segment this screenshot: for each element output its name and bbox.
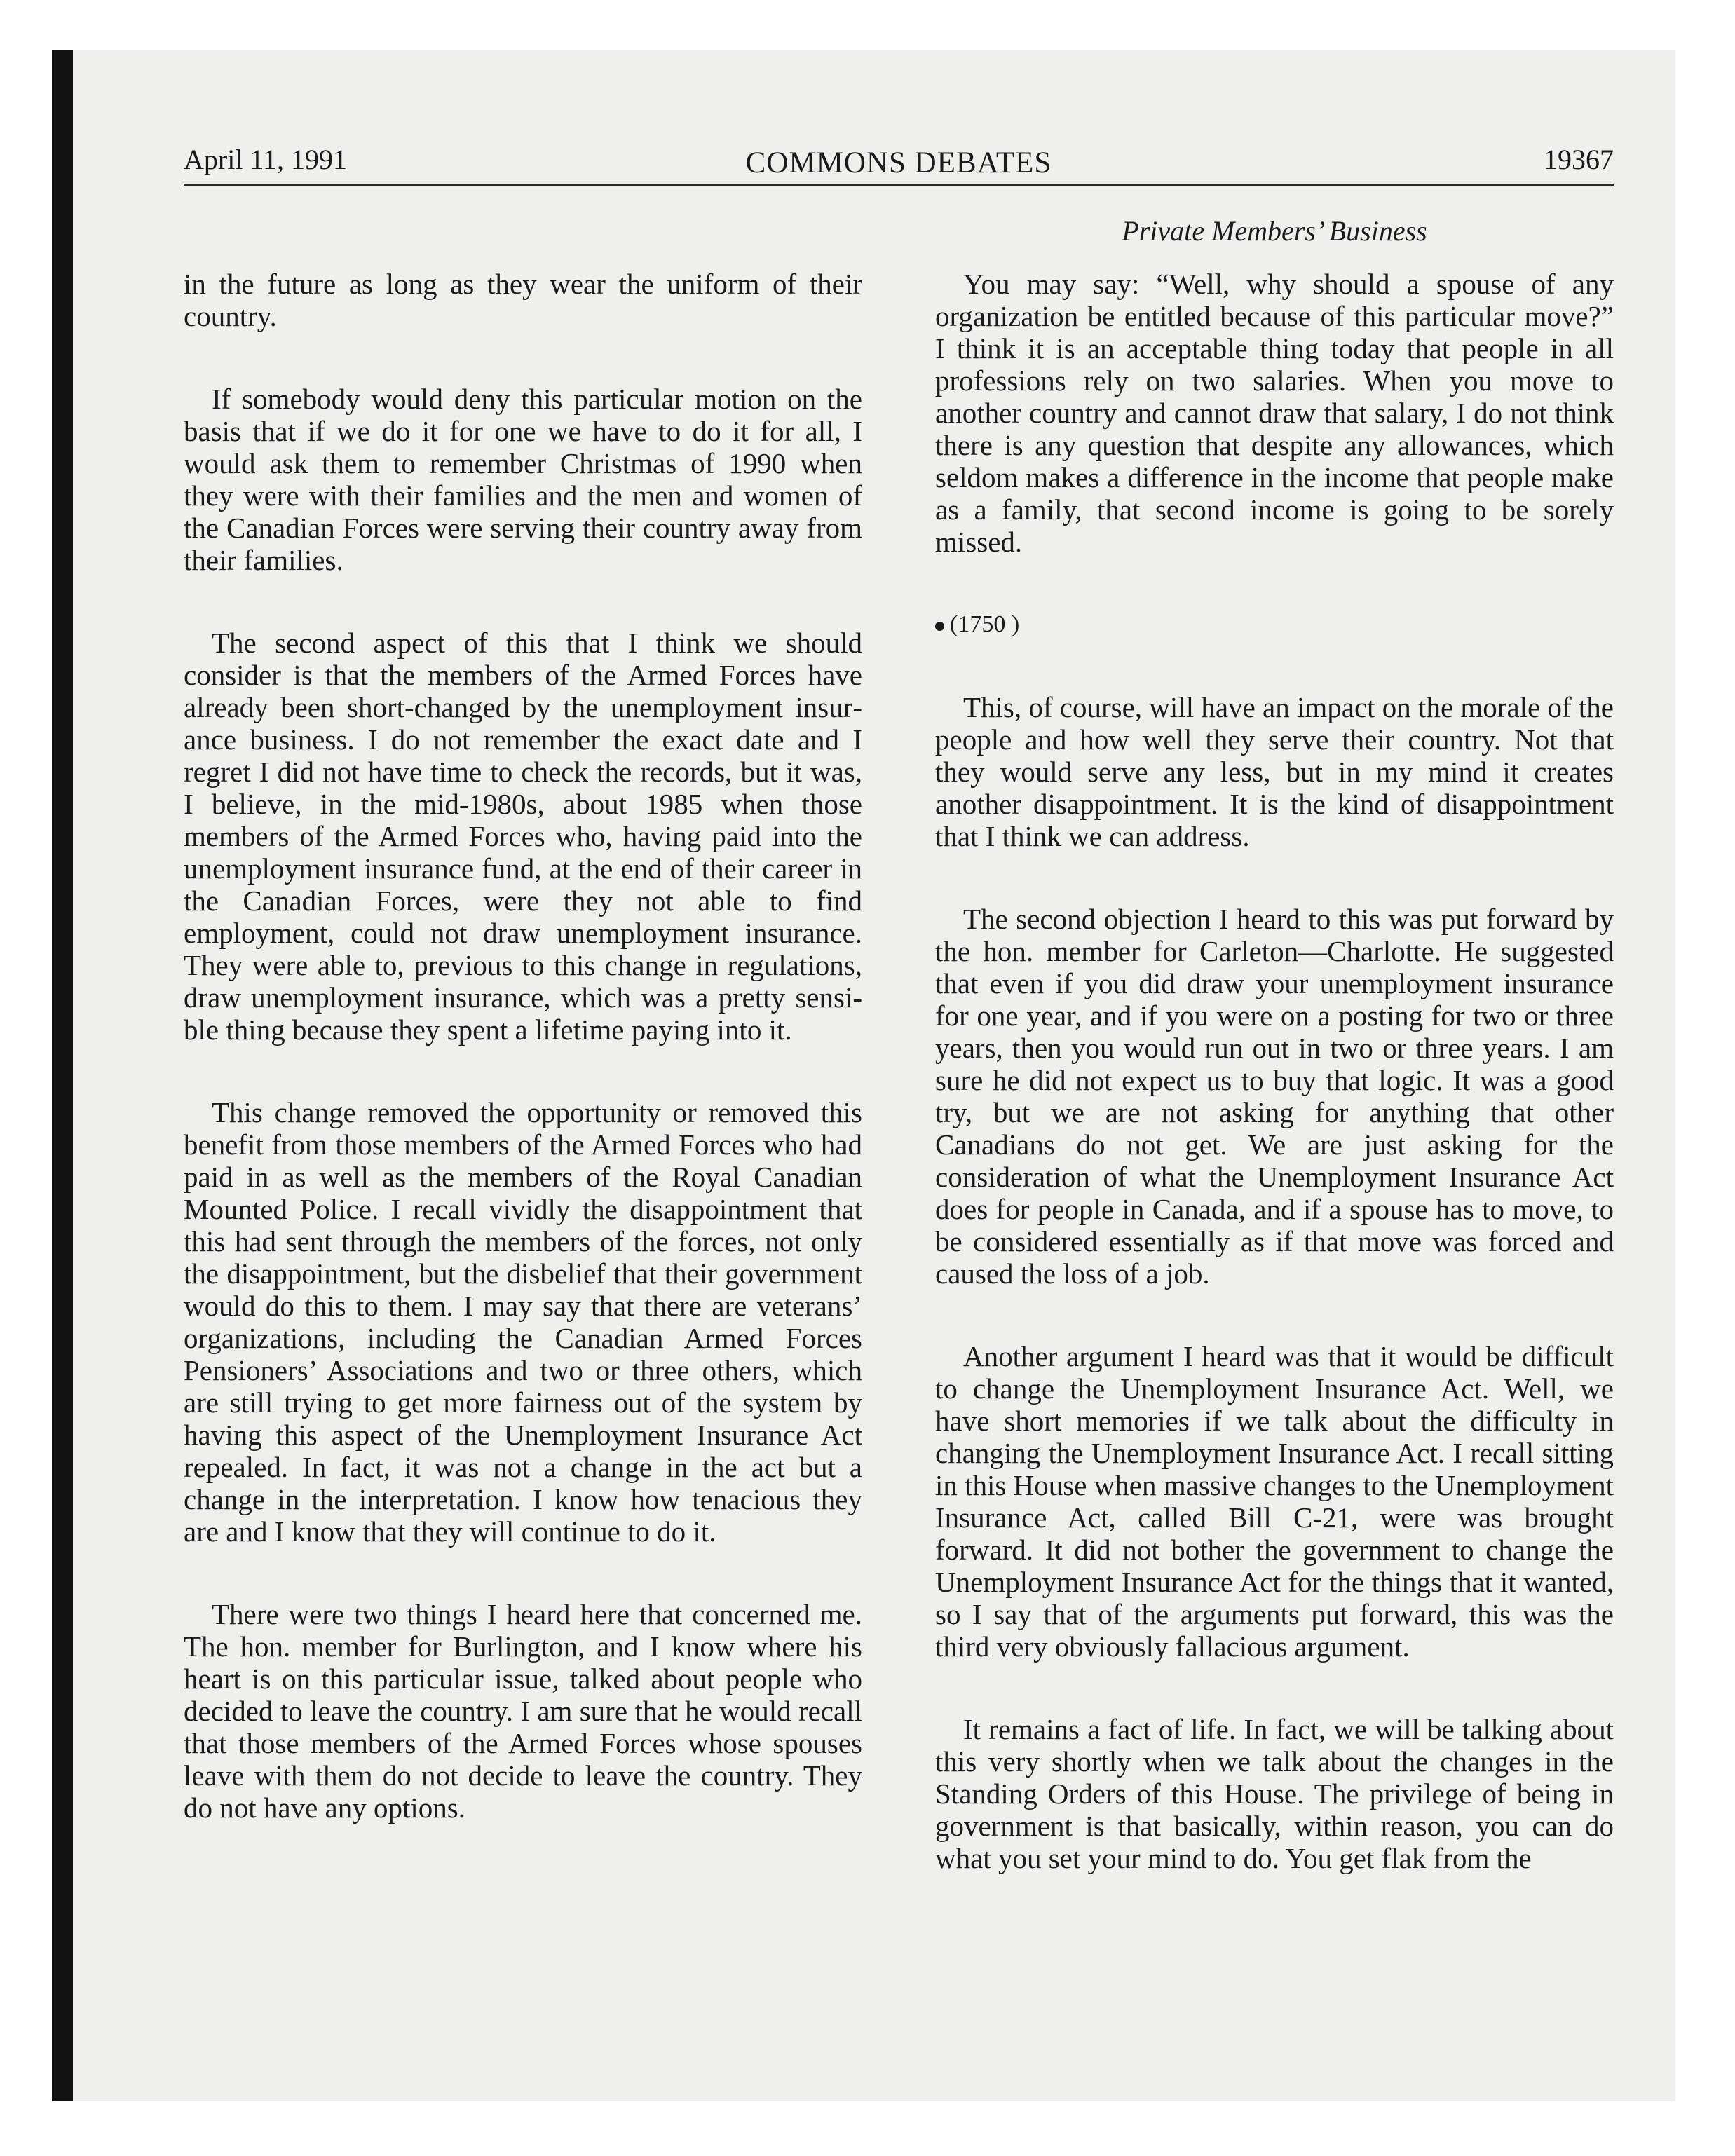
running-header xyxy=(184,133,1614,186)
paragraph: If somebody would deny this particular motion on the basis that if we do it for one we have to do it for all, I would ask them to remember Christmas of 1990 when they were with their families and the men and women of the Canadian Forces were serving their country away from their families. xyxy=(184,383,862,576)
left-column xyxy=(184,268,862,1874)
time-marker xyxy=(935,608,1614,641)
bullet-icon xyxy=(935,622,944,631)
paragraph: Another argument I heard was that it would be difficult to change the Unemployment Insurance Act. Well, we have short memories if we talk about the difficulty in changing the Unemployment Insurance Act. I recall sitting in this House when massive changes to the Unemployment Insurance Act, called Bill C-21, were was brought forward. It did not bother the government to change the Unemployment Insurance Act for the things that it wanted, so I say that of the arguments put forward, this was the third very obviously fallacious argument. xyxy=(935,1340,1614,1663)
paragraph: The second objection I heard to this was put forward by the hon. member for Carleton—Charlotte. He suggested that even if you did draw your unemployment insurance for one year, and if you were on a posting for two or three years, then you would run out in two or three years. I am sure he did not expect us to buy that logic. It was a good try, but we are not asking for anything that other Canadians do not get. We are just asking for the consideration of what the Unemployment Insurance Act does for people in Canada, and if a spouse has to move, to be considered essentially as if that move was forced and caused the loss of a job. xyxy=(935,903,1614,1290)
scan-edge-shadow xyxy=(52,50,73,2101)
section-label: Private Members’ Business xyxy=(1122,215,1427,247)
header-date: April 11, 1991 xyxy=(184,144,347,175)
right-column xyxy=(935,268,1614,1925)
paragraph: It remains a fact of life. In fact, we will be talking about this very shortly when we talk about the changes in the Standing Orders of this House. The privilege of being in government is that basically, within reason, you can do what you set your mind to do. You get flak from the xyxy=(935,1713,1614,1874)
paragraph: You may say: “Well, why should a spouse of any organization be entitled because of this particular move?” I think it is an acceptable thing today that people in all professions rely on two salaries. When you move to another country and cannot draw that salary, I do not think there is any question that despite any allowances, which seldom makes a difference in the income that people make as a family, that second income is going to be sorely missed. xyxy=(935,268,1614,558)
paragraph: in the future as long as they wear the uniform of their country. xyxy=(184,268,862,332)
paragraph: There were two things I heard here that concerned me. The hon. member for Burlington, and I know where his heart is on this particular issue, talked about people who decided to leave the country. I am sure that he would recall that those members of the Armed Forces whose spouses leave with them do not decide to leave the country. They do not have any options. xyxy=(184,1598,862,1824)
paragraph: The second aspect of this that I think we should consider is that the members of the Armed Forces have already been short-changed by the unemployment insurance business. I do not remember the exact date and I regret I did not have time to check the records, but it was, I believe, in the mid-1980s, about 1985 when those members of the Armed Forces who, having paid into the unemployment insurance fund, at the end of their career in the Canadian Forces, were they not able to find employment, could not draw unemployment insurance. They were able to, previous to this change in regulations, draw unemployment insurance, which was a pretty sensible thing because they spent a lifetime paying into it. xyxy=(184,627,862,1046)
paragraph: This change removed the opportunity or removed this benefit from those members of the Armed Forces who had paid in as well as the members of the Royal Canadian Mounted Police. I recall vividly the disappointment that this had sent through the members of the forces, not only the disappointment, but the disbelief that their government would do this to them. I may say that there are veterans’ organizations, including the Canadian Armed Forces Pensioners’ Associations and two or three others, which are still trying to get more fairness out of the system by having this aspect of the Unemployment Insurance Act repealed. In fact, it was not a change in the act but a change in the interpretation. I know how tenacious they are and I know that they will continue to do it. xyxy=(184,1096,862,1548)
document-page xyxy=(73,50,1675,2101)
header-page-number: 19367 xyxy=(1544,144,1614,175)
header-title: COMMONS DEBATES xyxy=(745,146,1052,179)
paragraph: This, of course, will have an impact on the morale of the people and how well they serve their country. Not that they would serve any less, but in my mind it creates another disappointment. It is the kind of disappointment that I think we can address. xyxy=(935,691,1614,852)
time-marker-text: (1750 ) xyxy=(950,611,1020,637)
